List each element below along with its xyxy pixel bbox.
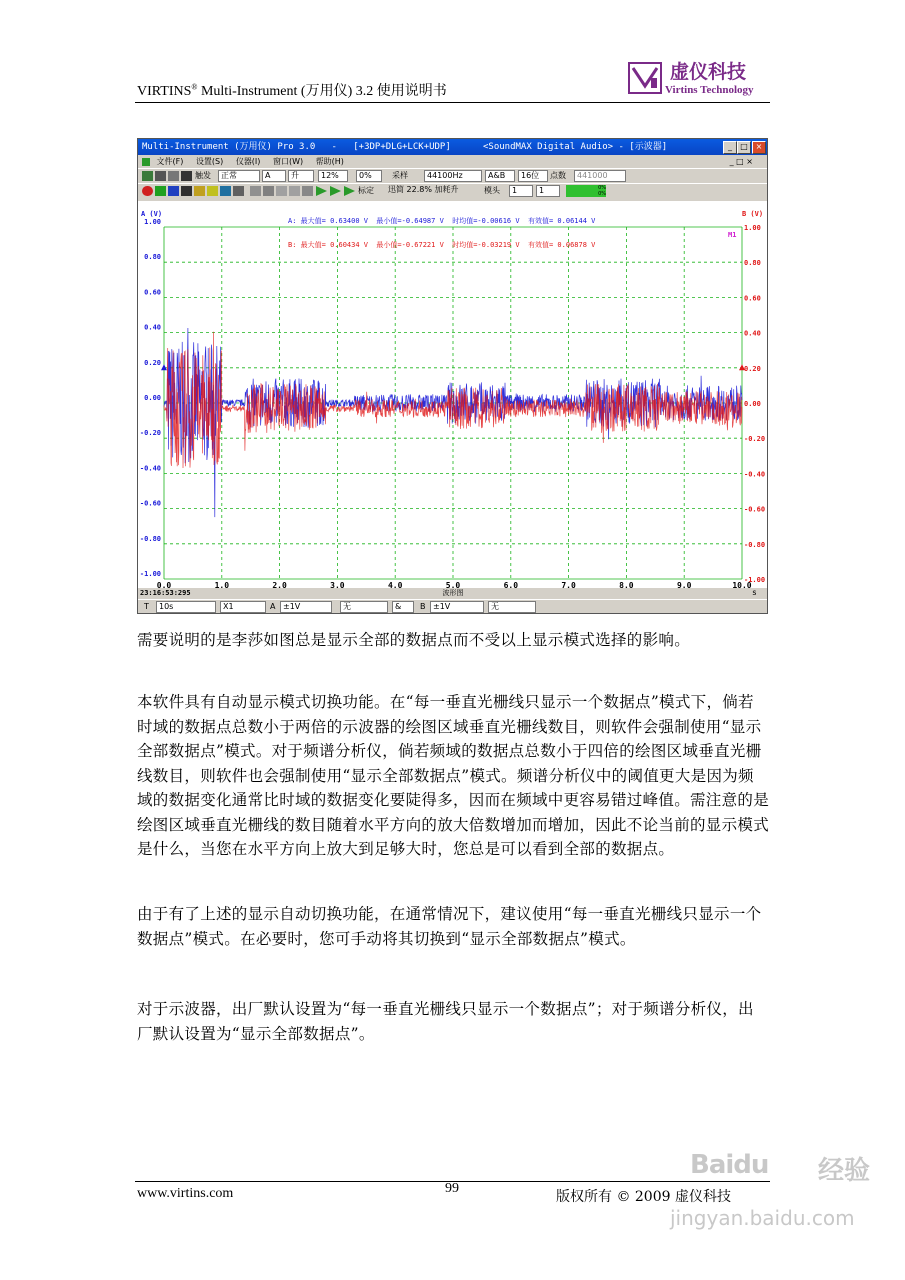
paragraph-defaults: 对于示波器，出厂默认设置为“每一垂直光栅线只显示一个数据点”；对于频谱分析仪，出厂默认设置为“显示全部数据点”。	[137, 1000, 754, 1043]
x-tick-label: 8.0	[619, 581, 634, 590]
x-tick-label: 9.0	[676, 581, 692, 590]
trigger-level-input[interactable]: 12%	[318, 170, 348, 182]
generator-icon[interactable]	[181, 186, 192, 196]
oscilloscope-icon[interactable]	[155, 186, 166, 196]
y-tick-label-left: 1.00	[144, 218, 161, 226]
header-rule	[135, 102, 770, 103]
spectrum-icon[interactable]	[168, 186, 179, 196]
play-once-icon[interactable]	[330, 186, 341, 196]
footer-url: www.virtins.com	[137, 1186, 234, 1201]
stats-panel	[288, 201, 595, 265]
b-option-select[interactable]: 无	[488, 601, 536, 613]
trigger-delay-input[interactable]: 0%	[356, 170, 382, 182]
menu-help[interactable]: 帮助(H)	[315, 157, 344, 166]
points-select[interactable]: 441000	[574, 170, 626, 182]
paragraph-auto-switch: 本软件具有自动显示模式切换功能。在“每一垂直光栅线只显示一个数据点”模式下，倘若时域的数据点总数小于两倍的示波器的绘图区域垂直光栅线数目，则软件会强制使用“显示全部数据点”模式。对于频谱分析仪，倘若频域的数据点总数小于四倍的绘图区域垂直光栅线数目，则软件也会强制使用“显示全部数据点”模式。频谱分析仪中的阈值更大是因为频域的数据变化通常比时域的数据变化要陡得多，因而在频域中更容易错过峰值。需注意的是绘图区域垂直光栅线的数目随着水平方向的放大倍数增加而增加，因此不论当前的显示模式是什么，当您在水平方向上放大到足够大时，您总是可以看到全部的数据点。	[137, 693, 770, 858]
output-icon[interactable]	[276, 186, 287, 196]
channels-select[interactable]: A&B	[485, 170, 515, 182]
menu-file[interactable]: 文件(F)	[156, 157, 184, 166]
time-div-select[interactable]: 10s	[156, 601, 216, 613]
a-range-select[interactable]: ±1V	[280, 601, 332, 613]
x-axis-unit: s	[752, 588, 757, 597]
y-tick-label-left: -0.20	[139, 429, 161, 438]
sample-rate-select[interactable]: 44100Hz	[424, 170, 482, 182]
timestamp: 23:16:53:295	[140, 589, 191, 597]
toolbar-trigger	[138, 168, 767, 184]
chart-title: 波形图	[442, 589, 464, 597]
stats-b: B: 最大值= 0.60434 V 最小值=-0.67221 V 时均值=-0.03219 V 有效值= 0.06878 V	[288, 241, 596, 249]
x-tick-label: 3.0	[330, 581, 345, 590]
logo-icon	[628, 62, 662, 94]
bottom-toolbar	[138, 599, 767, 615]
y-tick-label-left: -1.00	[139, 570, 161, 578]
paragraph-recommendation: 由于有了上述的显示自动切换功能，在通常情况下，建议使用“每一垂直光栅线只显示一个数据点”模式。在必要时，您可手动将其切换到“显示全部数据点”模式。	[137, 905, 762, 948]
menu-bar	[138, 155, 767, 168]
play-loop-icon[interactable]	[344, 186, 355, 196]
maximize-button[interactable]: □	[737, 141, 751, 154]
speaker-icon[interactable]	[302, 186, 313, 196]
footer-copyright: 版权所有 © 2009 虚仪科技	[556, 1189, 731, 1205]
channel-b-label: B	[420, 602, 426, 611]
y-tick-label-left: 0.40	[144, 323, 161, 332]
open-icon[interactable]	[142, 171, 153, 181]
b-range-select[interactable]: ±1V	[430, 601, 484, 613]
watermark-brand: Baidu	[690, 1150, 769, 1180]
window-titlebar	[138, 139, 767, 155]
app-window	[137, 138, 768, 614]
x-tick-label: 4.0	[387, 581, 403, 590]
level-meter: 0% 0%	[566, 185, 606, 197]
sample-select-1[interactable]: 1	[509, 185, 533, 197]
chart-icon[interactable]	[220, 186, 231, 196]
y-tick-label-right: -0.20	[744, 435, 766, 444]
print-icon[interactable]	[168, 171, 179, 181]
mixer-icon[interactable]	[289, 186, 300, 196]
x-tick-label: 2.0	[272, 581, 287, 590]
window-subtitle: <SoundMAX Digital Audio> - [示波器]	[483, 142, 668, 152]
watermark-cn: 经验	[818, 1156, 871, 1186]
combine-select[interactable]: &	[392, 601, 414, 613]
y-tick-label-right: 0.80	[744, 259, 761, 268]
record-icon[interactable]	[142, 186, 153, 196]
sampling-label: 采样	[392, 171, 408, 180]
x-tick-label: 7.0	[561, 581, 576, 590]
y-tick-label-right: -1.00	[744, 576, 766, 584]
calibrate-label[interactable]: 标定	[358, 186, 374, 195]
sample-head-label: 模头	[484, 186, 500, 195]
device-icon[interactable]	[250, 186, 261, 196]
y-tick-label-right: -0.60	[744, 505, 766, 514]
input-icon[interactable]	[263, 186, 274, 196]
menu-settings[interactable]: 设置(S)	[195, 157, 224, 166]
trigger-marker-a	[161, 364, 167, 370]
trigger-channel-select[interactable]: A	[262, 170, 286, 182]
x-tick-label: 6.0	[503, 581, 519, 590]
trigger-icon	[181, 171, 192, 181]
bits-select[interactable]: 16位	[518, 170, 548, 182]
zoom-select[interactable]: X1	[220, 601, 266, 613]
minimize-button[interactable]: _	[723, 141, 737, 154]
y-tick-label-right: 0.60	[744, 294, 761, 303]
sample-select-2[interactable]: 1	[536, 185, 560, 197]
y-tick-label-right: 1.00	[744, 224, 761, 232]
y-tick-label-left: 0.00	[144, 394, 161, 402]
logo-english: Virtins Technology	[665, 84, 754, 96]
menu-window[interactable]: 窗口(W)	[272, 157, 304, 166]
stats-a: A: 最大值= 0.63400 V 最小值=-0.64987 V 时均值=-0.00616 V 有效值= 0.06144 V	[288, 217, 596, 225]
table-icon[interactable]	[233, 186, 244, 196]
y-tick-label-left: 0.80	[144, 253, 161, 262]
a-option-select[interactable]: 无	[340, 601, 388, 613]
multimeter-icon[interactable]	[194, 186, 205, 196]
y-tick-label-right: 0.20	[744, 364, 761, 373]
page-number: 99	[445, 1181, 459, 1196]
y-tick-label-left: 0.20	[144, 358, 161, 367]
channel-a-label: A	[270, 602, 276, 611]
y-axis-label-left: A (V)	[141, 210, 163, 218]
y-tick-label-right: 0.40	[744, 329, 761, 338]
save-icon[interactable]	[155, 171, 166, 181]
toolbar-controls	[138, 183, 767, 199]
x-tick-label: 10.0	[732, 581, 752, 590]
logo-chinese: 虚仪科技	[670, 61, 747, 83]
trigger-label: 触发	[195, 171, 211, 180]
y-tick-label-right: -0.80	[744, 540, 766, 549]
fast-indicator: 迅简 22.8% 加耗升	[386, 185, 484, 197]
y-tick-label-left: -0.40	[139, 464, 161, 473]
trigger-edge-select[interactable]: 升	[288, 170, 314, 182]
y-tick-label-left: -0.60	[139, 499, 161, 508]
x-tick-label: 1.0	[214, 581, 230, 590]
y-tick-label-right: 0.00	[744, 400, 761, 408]
y-tick-label-left: 0.60	[144, 288, 161, 297]
x-tick-label: 0.0	[156, 581, 172, 590]
x-tick-label: 5.0	[445, 581, 461, 590]
marker-label: M1	[728, 231, 737, 239]
paragraph-lissajous-note: 需要说明的是李莎如图总是显示全部的数据点而不受以上显示模式选择的影响。	[137, 631, 691, 649]
y-tick-label-left: -0.80	[139, 534, 161, 543]
time-label: T	[144, 602, 149, 611]
child-window-controls[interactable]: _ □ ×	[729, 157, 753, 166]
close-button[interactable]: ×	[752, 141, 766, 154]
trigger-mode-select[interactable]: 正常	[218, 170, 260, 182]
points-label: 点数	[550, 171, 566, 180]
window-title: Multi-Instrument (万用仪) Pro 3.0 - [+3DP+DLG+LCK+UDP]	[142, 142, 451, 152]
play-icon[interactable]	[316, 186, 327, 196]
y-tick-label-right: -0.40	[744, 470, 766, 479]
header-title: VIRTINS® Multi-Instrument (万用仪) 3.2 使用说明书	[137, 82, 447, 99]
menu-instrument[interactable]: 仪器(I)	[235, 157, 261, 166]
app-icon	[142, 158, 150, 166]
dataviewer-icon[interactable]	[207, 186, 218, 196]
y-axis-label-right: B (V)	[742, 210, 764, 218]
watermark-url: jingyan.baidu.com	[670, 1206, 855, 1230]
